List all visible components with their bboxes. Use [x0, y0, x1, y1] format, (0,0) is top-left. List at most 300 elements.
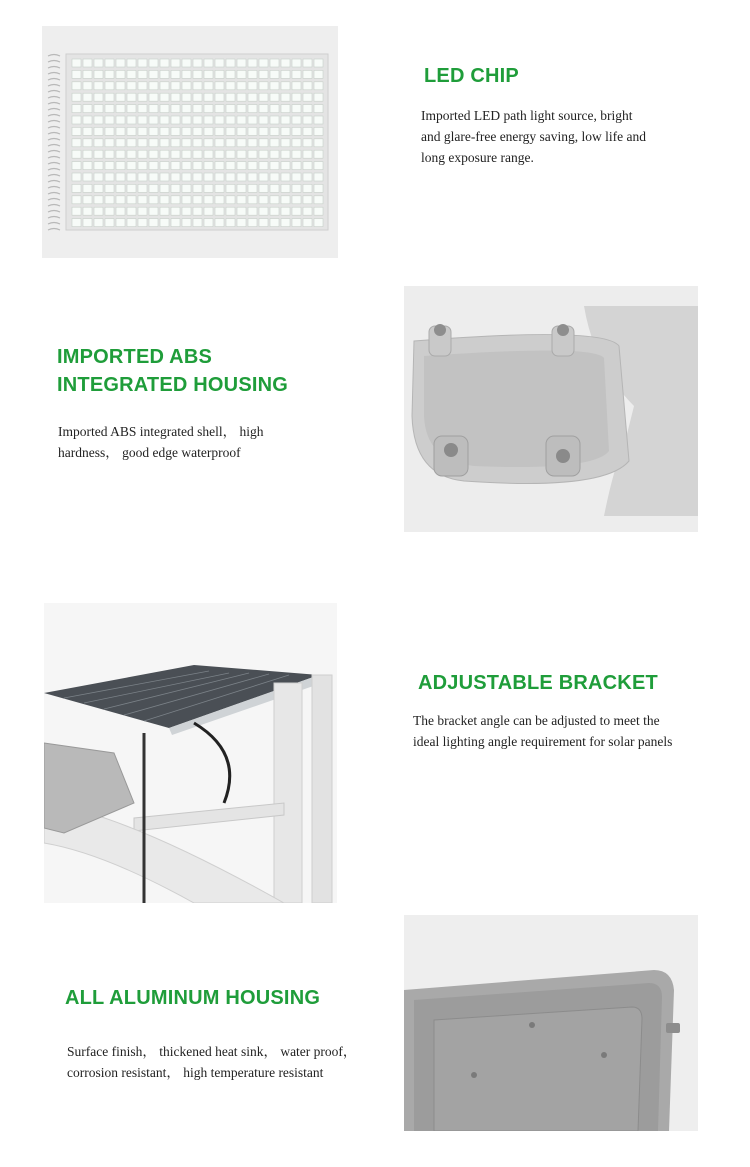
led-chip — [105, 162, 114, 170]
led-chip — [127, 127, 136, 135]
led-chip — [292, 150, 301, 158]
led-chip — [127, 59, 136, 67]
title-line: IMPORTED ABS — [57, 346, 212, 368]
led-chip — [83, 150, 92, 158]
led-chip — [149, 162, 158, 170]
led-chip — [83, 59, 92, 67]
led-chip — [127, 184, 136, 192]
led-chip — [270, 173, 279, 181]
led-chip — [314, 139, 323, 147]
led-chip — [226, 173, 235, 181]
section-desc-adjustable-bracket — [413, 710, 733, 752]
led-chip — [94, 150, 103, 158]
led-chip — [204, 70, 213, 78]
led-chip — [270, 82, 279, 90]
led-chip — [314, 70, 323, 78]
led-chip — [237, 219, 246, 227]
led-chip — [270, 93, 279, 101]
led-chip — [116, 59, 125, 67]
led-chip — [94, 116, 103, 124]
led-chip — [160, 70, 169, 78]
led-chip — [116, 196, 125, 204]
led-chip — [171, 139, 180, 147]
led-chip — [292, 59, 301, 67]
led-chip — [193, 105, 202, 113]
led-chip — [292, 70, 301, 78]
led-chip — [204, 207, 213, 215]
led-chip — [182, 207, 191, 215]
led-chip — [149, 105, 158, 113]
led-chip — [248, 59, 257, 67]
led-chip — [94, 70, 103, 78]
led-chip — [248, 127, 257, 135]
led-chip — [138, 207, 147, 215]
led-chip — [281, 150, 290, 158]
led-chip — [116, 116, 125, 124]
section-title-aluminum-housing: ALL ALUMINUM HOUSING — [65, 987, 321, 1009]
led-chip — [193, 127, 202, 135]
led-chip — [182, 150, 191, 158]
led-chip — [127, 219, 136, 227]
led-chip — [303, 93, 312, 101]
led-chip — [127, 207, 136, 215]
led-chip — [171, 127, 180, 135]
desc-line: ideal lighting angle requirement for solar panels — [413, 734, 673, 749]
led-chip — [292, 82, 301, 90]
led-chip — [105, 105, 114, 113]
led-chip — [314, 173, 323, 181]
led-chip — [105, 150, 114, 158]
led-chip — [303, 162, 312, 170]
led-chip — [138, 59, 147, 67]
led-chip — [270, 105, 279, 113]
led-chip — [72, 127, 81, 135]
led-chip — [248, 207, 257, 215]
led-chip — [281, 116, 290, 124]
led-chip — [138, 139, 147, 147]
led-chip — [281, 162, 290, 170]
led-chip-illustration — [42, 26, 338, 258]
desc-line: long exposure range. — [421, 150, 534, 165]
led-chip — [303, 82, 312, 90]
led-chip — [237, 116, 246, 124]
led-chip — [182, 116, 191, 124]
led-chip — [226, 184, 235, 192]
led-chip — [270, 139, 279, 147]
led-chip — [160, 127, 169, 135]
led-chip — [83, 184, 92, 192]
led-chip — [138, 93, 147, 101]
led-chip — [237, 184, 246, 192]
led-chip — [160, 207, 169, 215]
led-chip — [72, 116, 81, 124]
led-chip — [182, 82, 191, 90]
led-chip — [281, 127, 290, 135]
led-chip — [83, 116, 92, 124]
led-chip — [259, 116, 268, 124]
led-chip — [116, 105, 125, 113]
led-chip — [248, 116, 257, 124]
led-chip — [160, 93, 169, 101]
led-chip — [83, 207, 92, 215]
led-chip — [116, 173, 125, 181]
led-chip — [94, 196, 103, 204]
led-chip — [259, 139, 268, 147]
led-chip — [138, 162, 147, 170]
led-chip — [226, 139, 235, 147]
led-chip — [237, 196, 246, 204]
led-chip — [160, 219, 169, 227]
led-chip — [94, 139, 103, 147]
led-chip — [94, 184, 103, 192]
led-chip — [270, 59, 279, 67]
led-chip — [215, 150, 224, 158]
led-chip — [72, 59, 81, 67]
led-chip — [281, 207, 290, 215]
led-chip — [193, 173, 202, 181]
led-chip — [226, 70, 235, 78]
led-chip — [116, 70, 125, 78]
led-chip — [105, 173, 114, 181]
led-chip — [149, 173, 158, 181]
led-chip — [303, 70, 312, 78]
led-chip — [127, 173, 136, 181]
led-chip — [204, 93, 213, 101]
led-chip — [204, 116, 213, 124]
led-chip — [138, 184, 147, 192]
led-chip — [171, 116, 180, 124]
led-chip — [215, 139, 224, 147]
led-chip — [193, 70, 202, 78]
led-chip — [94, 162, 103, 170]
led-chip — [270, 184, 279, 192]
led-chip — [314, 59, 323, 67]
led-chip — [259, 162, 268, 170]
led-chip — [314, 207, 323, 215]
led-chip — [237, 105, 246, 113]
led-chip — [149, 150, 158, 158]
led-chip — [226, 219, 235, 227]
led-chip — [259, 127, 268, 135]
led-chip — [149, 59, 158, 67]
led-chip — [215, 105, 224, 113]
led-chip — [127, 162, 136, 170]
led-chip — [237, 139, 246, 147]
led-chip — [171, 196, 180, 204]
led-chip — [215, 70, 224, 78]
led-chip — [182, 162, 191, 170]
led-chip — [303, 116, 312, 124]
led-chip — [226, 162, 235, 170]
led-chip — [94, 173, 103, 181]
led-chip — [105, 139, 114, 147]
led-chip — [292, 116, 301, 124]
led-chip — [226, 207, 235, 215]
led-chip — [226, 82, 235, 90]
desc-line: hardness， good edge waterproof — [58, 445, 241, 460]
led-chip — [248, 150, 257, 158]
led-chip — [72, 173, 81, 181]
led-chip — [314, 150, 323, 158]
led-chip — [303, 207, 312, 215]
led-chip — [149, 196, 158, 204]
led-chip — [292, 139, 301, 147]
led-chip — [292, 162, 301, 170]
led-chip — [171, 93, 180, 101]
led-chip — [127, 116, 136, 124]
led-chip — [314, 105, 323, 113]
led-chip — [127, 196, 136, 204]
led-chip — [127, 139, 136, 147]
led-chip — [270, 116, 279, 124]
led-chip — [72, 207, 81, 215]
led-chip — [237, 162, 246, 170]
led-chip — [160, 150, 169, 158]
led-chip — [171, 59, 180, 67]
led-chip — [292, 184, 301, 192]
led-chip — [160, 139, 169, 147]
led-chip-image — [42, 26, 338, 258]
section-title-adjustable-bracket: ADJUSTABLE BRACKET — [418, 672, 658, 694]
led-chip — [226, 127, 235, 135]
led-chip — [226, 150, 235, 158]
led-chip — [292, 196, 301, 204]
led-chip — [171, 150, 180, 158]
led-chip — [281, 105, 290, 113]
led-chip — [303, 219, 312, 227]
led-chip — [116, 82, 125, 90]
led-chip — [270, 162, 279, 170]
desc-line: Imported LED path light source, bright — [421, 108, 633, 123]
led-chip — [182, 219, 191, 227]
led-chip — [248, 162, 257, 170]
led-chip — [215, 219, 224, 227]
led-chip — [204, 105, 213, 113]
led-chip — [226, 59, 235, 67]
led-chip — [182, 184, 191, 192]
led-chip — [83, 139, 92, 147]
led-chip — [94, 59, 103, 67]
led-chip — [314, 82, 323, 90]
led-chip — [171, 219, 180, 227]
led-chip — [314, 184, 323, 192]
led-chip — [193, 162, 202, 170]
led-chip — [193, 196, 202, 204]
led-chip — [171, 173, 180, 181]
led-chip — [105, 127, 114, 135]
led-chip — [116, 184, 125, 192]
led-chip — [116, 219, 125, 227]
section-desc-aluminum-housing — [67, 1041, 387, 1083]
led-chip — [248, 196, 257, 204]
led-chip — [105, 70, 114, 78]
led-chip — [116, 139, 125, 147]
led-chip — [248, 184, 257, 192]
led-chip — [215, 184, 224, 192]
led-chip — [160, 162, 169, 170]
led-chip — [314, 93, 323, 101]
aluminum-housing-illustration — [404, 915, 698, 1131]
led-chip — [314, 162, 323, 170]
led-chip — [237, 59, 246, 67]
led-chip — [215, 196, 224, 204]
led-chip — [149, 93, 158, 101]
led-chip — [204, 219, 213, 227]
led-chip — [193, 82, 202, 90]
led-chip — [270, 150, 279, 158]
led-chip — [127, 82, 136, 90]
led-chip — [138, 219, 147, 227]
led-chip — [72, 70, 81, 78]
led-chip — [204, 127, 213, 135]
led-chip — [193, 219, 202, 227]
led-chip — [248, 70, 257, 78]
led-chip — [138, 82, 147, 90]
led-chip — [171, 70, 180, 78]
led-chip — [149, 207, 158, 215]
led-chip — [281, 196, 290, 204]
section-desc-led-chip — [421, 105, 721, 168]
desc-line: corrosion resistant， high temperature resistant — [67, 1065, 324, 1080]
led-chip — [226, 116, 235, 124]
led-chip — [149, 127, 158, 135]
led-chip — [237, 173, 246, 181]
led-chip — [160, 59, 169, 67]
led-chip — [83, 127, 92, 135]
led-chip — [259, 207, 268, 215]
led-chip — [259, 70, 268, 78]
led-chip — [237, 93, 246, 101]
solar-bracket-illustration — [44, 603, 337, 903]
aluminum-housing-image — [404, 915, 698, 1131]
led-chip — [204, 139, 213, 147]
led-chip — [248, 173, 257, 181]
led-chip — [226, 105, 235, 113]
led-chip — [204, 162, 213, 170]
led-chip — [83, 219, 92, 227]
led-chip — [182, 196, 191, 204]
led-chip — [259, 93, 268, 101]
led-chip — [303, 173, 312, 181]
led-chip — [83, 93, 92, 101]
section-desc-abs-housing — [58, 421, 358, 463]
led-chip — [160, 82, 169, 90]
led-chip — [215, 82, 224, 90]
led-chip — [105, 93, 114, 101]
led-chip — [127, 93, 136, 101]
led-chip — [160, 116, 169, 124]
led-chip — [204, 59, 213, 67]
section-title-led-chip: LED CHIP — [424, 65, 519, 87]
led-chip — [127, 70, 136, 78]
led-chip — [138, 105, 147, 113]
led-chip — [292, 127, 301, 135]
led-chip — [149, 82, 158, 90]
led-chip — [281, 184, 290, 192]
desc-line: Imported ABS integrated shell， high — [58, 424, 264, 439]
led-chip — [149, 70, 158, 78]
led-chip — [248, 139, 257, 147]
led-chip — [94, 219, 103, 227]
led-chip — [171, 207, 180, 215]
led-chip — [138, 127, 147, 135]
led-chip — [270, 127, 279, 135]
led-chip — [105, 116, 114, 124]
led-chip — [270, 207, 279, 215]
led-chip — [83, 70, 92, 78]
led-chip — [215, 162, 224, 170]
led-chip — [72, 196, 81, 204]
led-chip — [72, 162, 81, 170]
led-chip — [259, 184, 268, 192]
led-chip — [127, 105, 136, 113]
led-chip — [138, 196, 147, 204]
led-chip — [171, 82, 180, 90]
led-chip — [292, 207, 301, 215]
led-chip — [72, 82, 81, 90]
led-chip — [259, 173, 268, 181]
led-chip — [204, 150, 213, 158]
led-chip — [303, 105, 312, 113]
led-chip — [182, 59, 191, 67]
led-chip — [259, 105, 268, 113]
led-chip — [248, 82, 257, 90]
led-chip — [182, 139, 191, 147]
led-chip — [281, 59, 290, 67]
led-chip — [116, 150, 125, 158]
led-chip — [215, 173, 224, 181]
led-chip — [281, 70, 290, 78]
led-chip — [138, 116, 147, 124]
led-chip — [303, 150, 312, 158]
led-chip — [259, 150, 268, 158]
led-chip — [149, 116, 158, 124]
led-chip — [116, 207, 125, 215]
led-chip — [72, 105, 81, 113]
led-chip — [160, 196, 169, 204]
led-chip — [160, 184, 169, 192]
led-chip — [237, 207, 246, 215]
led-chip — [94, 127, 103, 135]
led-chip — [237, 82, 246, 90]
led-chip — [259, 59, 268, 67]
led-chip — [314, 116, 323, 124]
led-chip — [248, 105, 257, 113]
led-chip — [138, 150, 147, 158]
led-chip — [94, 82, 103, 90]
led-chip — [215, 116, 224, 124]
led-chip — [72, 219, 81, 227]
led-chip — [303, 184, 312, 192]
led-chip — [149, 184, 158, 192]
led-chip — [171, 184, 180, 192]
solar-bracket-image — [44, 603, 337, 903]
led-chip — [314, 196, 323, 204]
led-chip — [171, 162, 180, 170]
led-chip — [193, 207, 202, 215]
led-chip — [292, 105, 301, 113]
led-chip — [281, 173, 290, 181]
led-chip — [259, 196, 268, 204]
led-chip — [116, 93, 125, 101]
led-chip — [259, 82, 268, 90]
led-chip — [204, 82, 213, 90]
led-chip — [105, 207, 114, 215]
title-line: INTEGRATED HOUSING — [57, 374, 289, 396]
led-chip — [138, 173, 147, 181]
led-chip — [292, 173, 301, 181]
led-chip — [72, 139, 81, 147]
